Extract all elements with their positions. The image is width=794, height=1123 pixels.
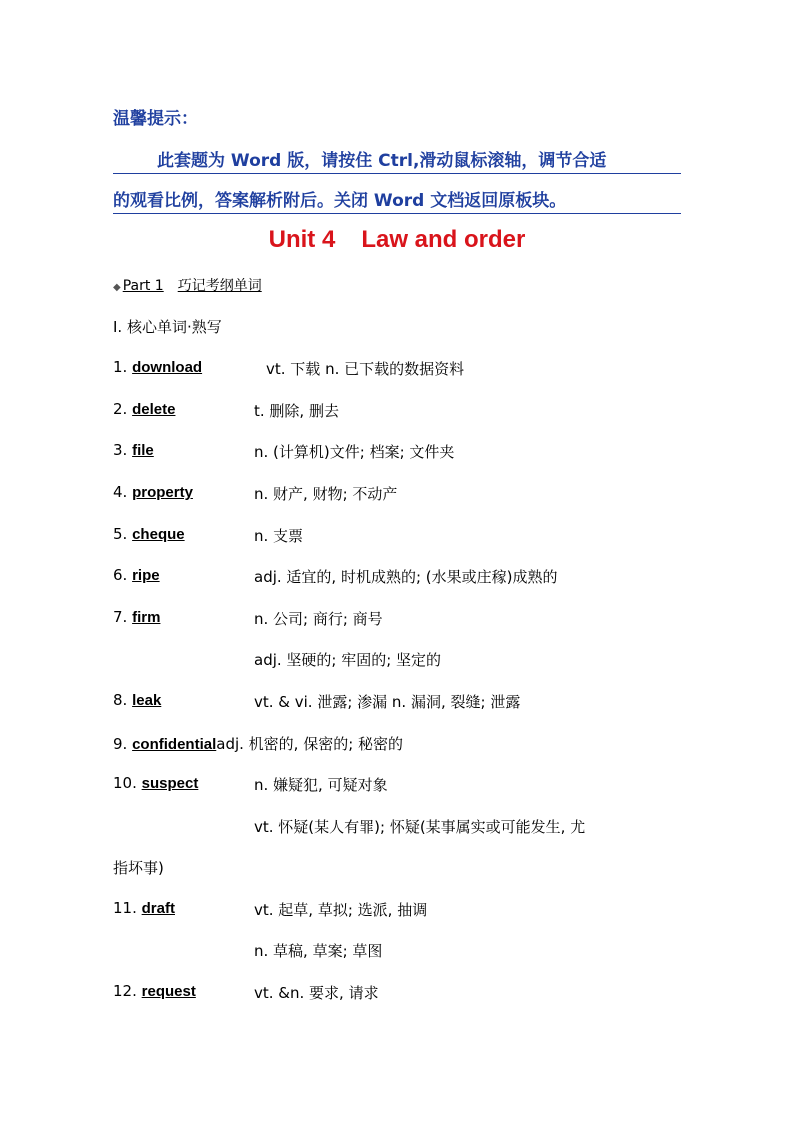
entry-definition: vt. 下载 n. 已下载的数据资料 <box>266 360 465 378</box>
entry-number: 9. <box>113 735 128 753</box>
diamond-bullet-icon: ◆ <box>113 282 121 293</box>
unit-number: Unit 4 <box>268 226 336 253</box>
entry-definition: n. (计算机)文件; 档案; 文件夹 <box>254 443 455 461</box>
notice-line-2: 的观看比例，答案解析附后。关闭 Word 文档返回原板块。 <box>113 186 681 214</box>
unit-title <box>0 226 794 254</box>
notice-line-1: 此套题为 Word 版，请按住 Ctrl,滑动鼠标滚轴，调节合适 <box>113 146 681 174</box>
vocab-entry <box>113 400 175 418</box>
vocab-entry <box>113 358 202 376</box>
entry-number: 2. <box>113 400 128 418</box>
entry-word: draft <box>141 900 175 917</box>
entry-number: 11. <box>113 899 137 917</box>
entry-word: request <box>141 983 196 1000</box>
entry-definition-continued: 指坏事) <box>113 859 164 877</box>
entry-number: 7. <box>113 608 128 626</box>
part-title: 巧记考纲单词 <box>177 278 262 294</box>
entry-word: file <box>132 442 154 459</box>
entry-definition: n. 公司; 商行; 商号 <box>254 610 383 628</box>
part-number: Part 1 <box>122 278 164 294</box>
entry-word: suspect <box>141 775 199 792</box>
entry-definition: vt. 起草, 草拟; 选派, 抽调 <box>254 901 428 919</box>
entry-definition: adj. 适宜的, 时机成熟的; (水果或庄稼)成熟的 <box>254 568 558 586</box>
vocab-entry <box>113 566 160 584</box>
entry-number: 6. <box>113 566 128 584</box>
vocab-entry <box>113 774 198 792</box>
vocab-entry <box>113 982 196 1000</box>
entry-word: confidential <box>132 736 217 753</box>
vocab-entry <box>113 441 154 459</box>
unit-name: Law and order <box>361 226 526 253</box>
entry-word: cheque <box>132 526 185 543</box>
entry-definition: vt. & vi. 泄露; 渗漏 n. 漏洞, 裂缝; 泄露 <box>254 693 521 711</box>
entry-word: download <box>132 359 203 376</box>
entry-word: property <box>132 484 193 501</box>
part-heading <box>113 275 262 295</box>
section-heading: Ⅰ. 核心单词·熟写 <box>113 318 222 336</box>
entry-number: 3. <box>113 441 128 459</box>
entry-word: ripe <box>132 567 160 584</box>
tip-heading: 温馨提示： <box>113 109 198 129</box>
entry-number: 12. <box>113 982 137 1000</box>
entry-number: 4. <box>113 483 128 501</box>
vocab-entry <box>113 733 403 754</box>
vocab-entry <box>113 483 193 501</box>
entry-definition: t. 删除, 删去 <box>254 402 339 420</box>
entry-definition: vt. &n. 要求, 请求 <box>254 984 379 1002</box>
entry-number: 10. <box>113 774 137 792</box>
entry-word: firm <box>132 609 161 626</box>
vocab-entry <box>113 525 185 543</box>
entry-word: leak <box>132 692 162 709</box>
entry-word: delete <box>132 401 176 418</box>
entry-definition: adj. 机密的, 保密的; 秘密的 <box>216 735 404 753</box>
entry-definition: n. 嫌疑犯, 可疑对象 <box>254 776 388 794</box>
entry-definition-2: adj. 坚硬的; 牢固的; 坚定的 <box>254 651 442 669</box>
entry-number: 1. <box>113 358 128 376</box>
entry-definition-2: vt. 怀疑(某人有罪); 怀疑(某事属实或可能发生, 尤 <box>254 818 586 836</box>
entry-number: 8. <box>113 691 128 709</box>
entry-number: 5. <box>113 525 128 543</box>
vocab-entry <box>113 691 161 709</box>
vocab-entry <box>113 899 175 917</box>
entry-definition: n. 支票 <box>254 527 304 545</box>
vocab-entry <box>113 608 160 626</box>
entry-definition: n. 财产, 财物; 不动产 <box>254 485 398 503</box>
entry-definition-2: n. 草稿, 草案; 草图 <box>254 942 383 960</box>
